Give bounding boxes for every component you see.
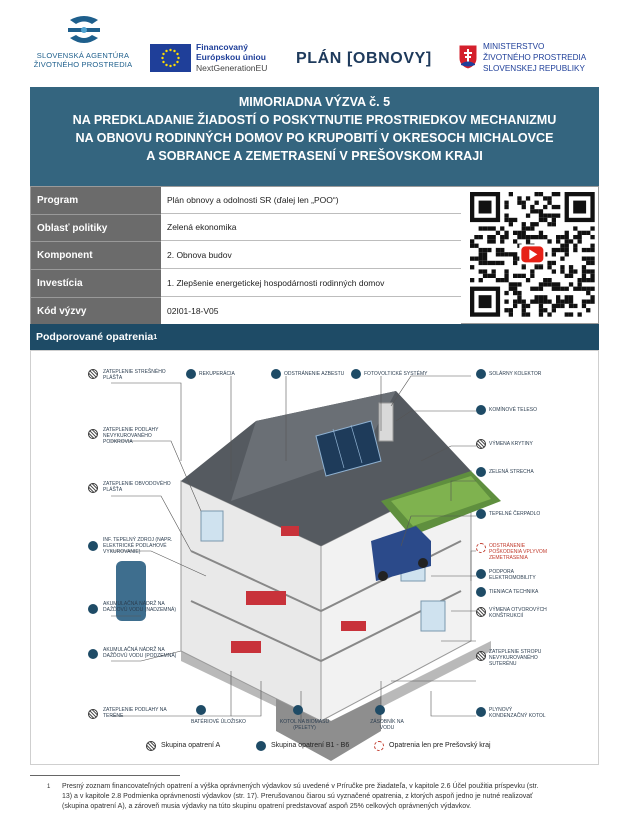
footnote-rule	[30, 775, 180, 776]
group-b-icon	[476, 509, 486, 519]
group-b-icon	[88, 604, 98, 614]
plan-obnovy-logo: PLÁN [OBNOVY]	[296, 50, 432, 67]
legend-p: Opatrenia len pre Prešovský kraj	[389, 742, 491, 749]
group-b-icon	[271, 369, 281, 379]
qr-code-icon[interactable]	[468, 189, 598, 321]
footnote	[30, 782, 599, 812]
group-a-icon	[476, 607, 486, 617]
label-windows: VÝMENA OTVOROVÝCH KONŠTRUKCIÍ	[489, 607, 547, 619]
label-attic-floor: ZATEPLENIE PODLAHY NEVYKUROVANÉHO PODKROVIA	[103, 427, 159, 445]
label-green-roof: ZELENÁ STRECHA	[489, 469, 534, 475]
group-a-icon	[476, 439, 486, 449]
group-b-icon	[196, 705, 206, 715]
label-recuperation: REKUPERÁCIA	[199, 371, 235, 377]
section-heading-sup: 1	[153, 333, 158, 341]
group-a-icon	[88, 483, 98, 493]
info-table	[30, 186, 599, 324]
label-biomass: KOTOL NA BIOMASU (PELETY)	[279, 719, 330, 731]
agency-logo-icon	[64, 14, 104, 48]
group-a-icon	[476, 651, 486, 661]
label-heat-source: INF. TEPELNÝ ZDROJ (NAPR. ELEKTRICKÉ PODLAHOVÉ VYKUROVANIE)	[103, 537, 173, 555]
label-facade: ZATEPLENIE OBVODOVÉHO PLÁŠŤA	[103, 481, 171, 493]
label-tank-above: AKUMULAČNÁ NÁDRŽ NA DAŽĎOVÚ VODU (NADZEMNÁ)	[103, 601, 177, 613]
group-b-icon	[293, 705, 303, 715]
agency-name-2: ŽIVOTNÉHO PROSTREDIA	[33, 60, 133, 69]
row-label-oblast: Oblasť politiky	[31, 214, 161, 241]
agency-name-1: SLOVENSKÁ AGENTÚRA	[36, 51, 130, 60]
title-line-2: NA PREDKLADANIE ŽIADOSTÍ O POSKYTNUTIE PROSTRIEDKOV MECHANIZMU	[72, 113, 557, 127]
group-b-icon	[375, 705, 385, 715]
footnote-line-2: 13) a v kapitole 2.8 Podmienka oprávnenosti výdavkov (str. 17). Prerušovanou čiarou sú vyznačené opatrenia, z ktorých aspoň jedno je nutné realizovať	[62, 793, 533, 800]
label-water-tank: ZÁSOBNÍK NA VODU	[370, 719, 404, 731]
ministry-text-3: SLOVENSKEJ REPUBLIKY	[483, 64, 585, 73]
legend-a-icon	[146, 741, 156, 751]
group-a-icon	[88, 709, 98, 719]
group-b-icon	[476, 707, 486, 717]
house-illustration	[30, 350, 599, 765]
group-a-icon	[88, 429, 98, 439]
label-emobility: PODPORA ELEKTROMOBILITY	[489, 569, 536, 581]
page-title	[30, 87, 599, 186]
ministry-logo	[458, 42, 608, 76]
presov-only-icon	[476, 543, 486, 553]
section-heading-text: Podporované opatrenia	[36, 331, 154, 343]
row-value-komponent: 2. Obnova budov	[161, 241, 461, 269]
label-roof-insulation: ZATEPLENIE STREŠNÉHO PLÁŠŤA	[103, 369, 166, 381]
section-heading	[30, 324, 599, 350]
group-b-icon	[186, 369, 196, 379]
label-gas-boiler: PLYNOVÝ KONDENZAČNÝ KOTOL	[489, 707, 546, 719]
label-photovoltaic: FOTOVOLTICKÉ SYSTÉMY	[364, 371, 428, 377]
group-b-icon	[476, 587, 486, 597]
label-battery: BATÉRIOVÉ ÚLOŽISKO	[191, 719, 246, 725]
row-value-oblast: Zelená ekonomika	[161, 214, 461, 241]
group-b-icon	[88, 649, 98, 659]
ministry-crest-icon	[458, 44, 478, 70]
group-b-icon	[88, 541, 98, 551]
eu-text-1: Financovaný	[196, 42, 248, 52]
label-tank-below: AKUMULAČNÁ NÁDRŽ NA DAŽĎOVÚ VODU (PODZEMNÁ)	[103, 647, 177, 659]
eu-text-3: NextGenerationEU	[196, 63, 268, 73]
legend-p-icon	[374, 741, 384, 751]
label-heat-pump: TEPELNÉ ČERPADLO	[489, 511, 541, 517]
legend-b: Skupina opatrení B1 - B6	[271, 742, 350, 749]
label-roof-cover: VÝMENA KRYTINY	[489, 441, 533, 447]
row-label-program: Program	[31, 187, 161, 214]
title-line-4: A SOBRANCE A ZEMETRASENÍ V PREŠOVSKOM KRAJI	[146, 149, 483, 163]
ministry-text-2: ŽIVOTNÉHO PROSTREDIA	[483, 53, 587, 62]
label-earthquake: ODSTRÁNENIE POŠKODENIA VPLYVOM ZEMETRASENIA	[489, 543, 547, 561]
agency-logo	[28, 14, 138, 72]
label-chimney: KOMÍNOVÉ TELESO	[489, 407, 537, 413]
title-line-3: NA OBNOVU RODINNÝCH DOMOV PO KRUPOBITÍ V OKRESOCH MICHALOVCE	[75, 131, 554, 145]
label-shading: TIENIACA TECHNIKA	[489, 589, 539, 595]
title-line-1: MIMORIADNA VÝZVA č. 5	[238, 95, 391, 109]
eu-flag-icon	[150, 44, 191, 72]
row-value-program: Plán obnovy a odolnosti SR (ďalej len „POO“)	[161, 187, 461, 214]
group-b-icon	[476, 369, 486, 379]
row-label-komponent: Komponent	[31, 241, 161, 269]
row-label-kod: Kód výzvy	[31, 297, 161, 324]
eu-logo	[150, 44, 280, 74]
row-value-kod: 02I01-18-V05	[161, 297, 461, 324]
group-b-icon	[476, 569, 486, 579]
footnote-line-3: (skupina opatrení A), a zároveň musia výdavky na túto skupinu opatrení predstavovať aspoň 25% celkových oprávnených výdavkov.	[62, 803, 472, 810]
group-b-icon	[351, 369, 361, 379]
group-b-icon	[476, 405, 486, 415]
label-asbestos: ODSTRÁNENIE AZBESTU	[284, 371, 345, 377]
label-ground-floor: ZATEPLENIE PODLAHY NA TERÉNE	[103, 707, 167, 719]
label-solar-collector: SOLÁRNY KOLEKTOR	[489, 371, 542, 377]
legend-b-icon	[256, 741, 266, 751]
group-b-icon	[476, 467, 486, 477]
row-label-investicia: Investícia	[31, 269, 161, 297]
row-value-investicia: 1. Zlepšenie energetickej hospodárnosti rodinných domov	[161, 269, 461, 297]
ministry-text-1: MINISTERSTVO	[483, 42, 545, 51]
label-basement-ceiling: ZATEPLENIE STROPU NEVYKUROVANÉHO SUTERÉNU	[489, 649, 542, 667]
legend-a: Skupina opatrení A	[161, 742, 221, 749]
footnote-mark: 1	[47, 784, 51, 790]
footnote-line-1: Presný zoznam financovateľných opatrení a výška oprávnených výdavkov sú uvedené v Príručke pre žiadateľa, v kapitole 2.6 Účel použitia príspevku (str.	[62, 783, 539, 790]
group-a-icon	[88, 369, 98, 379]
eu-text-2: Európskou úniou	[196, 52, 266, 62]
